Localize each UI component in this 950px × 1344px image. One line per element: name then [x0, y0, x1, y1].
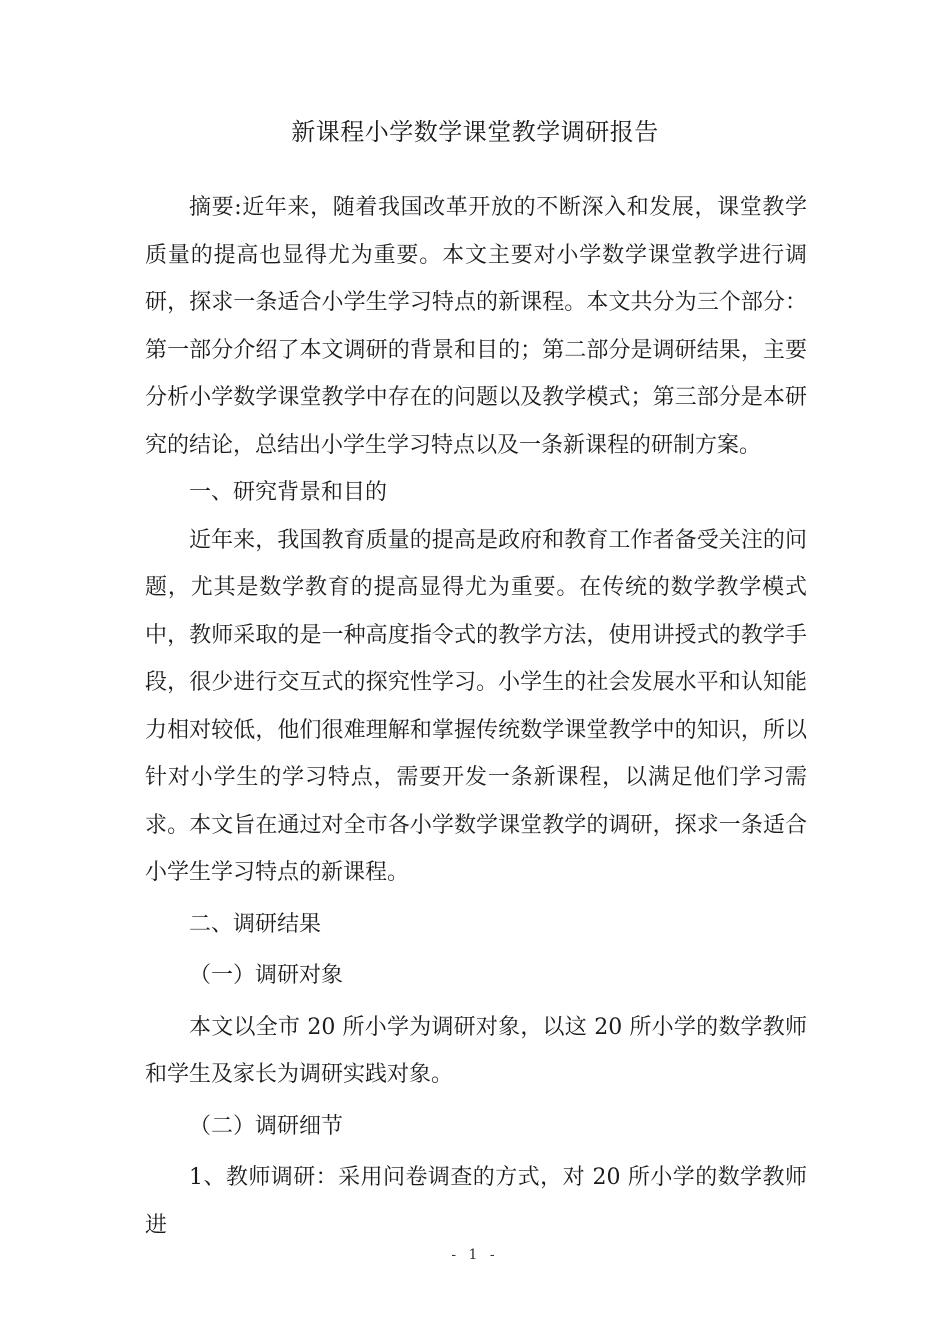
abstract-paragraph: 摘要:近年来，随着我国改革开放的不断深入和发展，课堂教学质量的提高也显得尤为重要。本文主要对小学数学课堂教学进行调研，探求一条适合小学生学习特点的新课程。本文共分为三个部分：第一部分介绍了本文调研的背景和目的；第二部分是调研结果，主要分析小学数学课堂教学中存在的问题以及教学模式；第三部分是本研究的结论，总结出小学生学习特点以及一条新课程的研制方案。 — [145, 195, 807, 458]
document-title: 新课程小学数学课堂教学调研报告 — [291, 118, 659, 146]
details-paragraph: 1、教师调研：采用问卷调查的方式，对 20 所小学的数学教师进 — [145, 1165, 807, 1238]
section-heading-results: 二、调研结果 — [189, 911, 322, 937]
page-number: - 1 - — [451, 1247, 499, 1263]
background-paragraph: 近年来，我国教育质量的提高是政府和教育工作者备受关注的问题，尤其是数学教育的提高显得尤为重要。在传统的数学教学模式中，教师采取的是一种高度指令式的教学方法，使用讲授式的教学手段，很少进行交互式的探究性学习。小学生的社会发展水平和认知能力相对较低，他们很难理解和掌握传统数学课堂教学中的知识，所以针对小学生的学习特点，需要开发一条新课程，以满足他们学习需求。本文旨在通过对全市各小学数学课堂教学的调研，探求一条适合小学生学习特点的新课程。 — [145, 527, 807, 885]
subjects-paragraph: 本文以全市 20 所小学为调研对象，以这 20 所小学的数学教师和学生及家长为调研实践对象。 — [145, 1014, 807, 1087]
subsection-heading-subjects: （一）调研对象 — [189, 963, 344, 988]
section-heading-background: 一、研究背景和目的 — [189, 480, 388, 505]
subsection-heading-details: （二）调研细节 — [189, 1113, 344, 1139]
document-body — [145, 184, 807, 1249]
